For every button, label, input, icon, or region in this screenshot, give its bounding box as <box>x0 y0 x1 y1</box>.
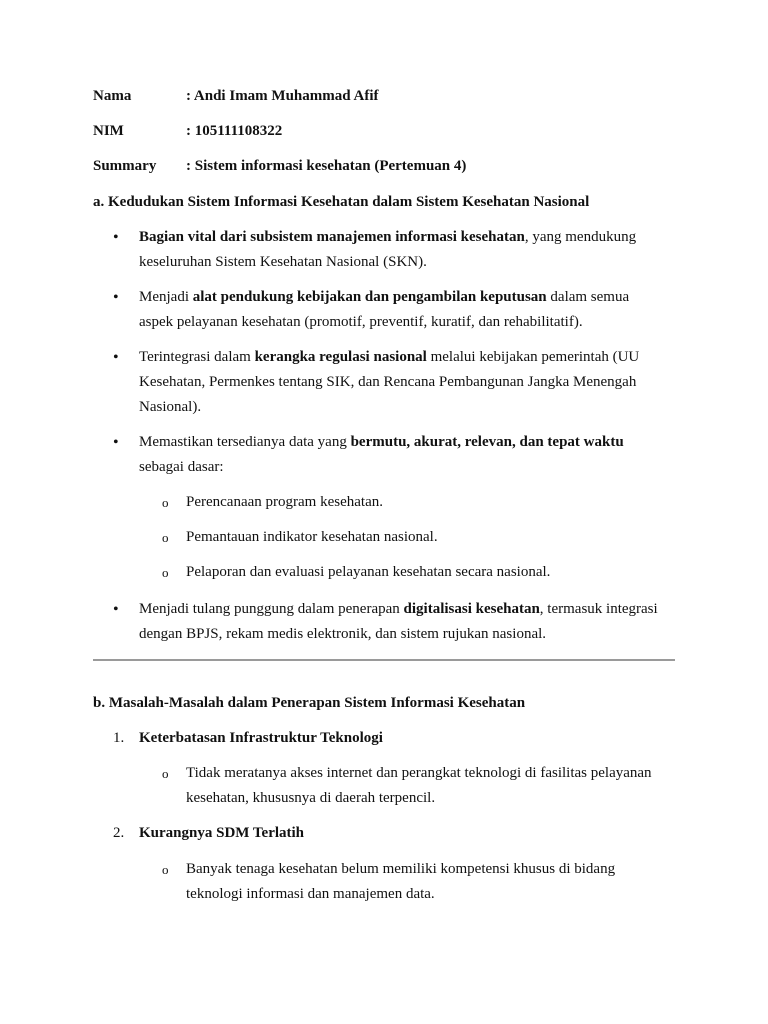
bullet-icon: • <box>113 434 119 451</box>
sub-bullet-icon: o <box>162 530 169 545</box>
sub-list-item: Tidak meratanya akses internet dan perangkat teknologi di fasilitas pelayanan <box>186 765 652 781</box>
section-a-heading: a. Kedudukan Sistem Informasi Kesehatan dalam Sistem Kesehatan Nasional <box>93 194 590 210</box>
sub-list-item: kesehatan, khususnya di daerah terpencil. <box>186 790 436 806</box>
bold-text: alat pendukung kebijakan dan pengambilan keputusan <box>192 289 547 305</box>
body-text: , yang mendukung <box>524 229 637 245</box>
horizontal-divider <box>93 659 675 661</box>
section-b-heading: b. Masalah-Masalah dalam Penerapan Sistem Informasi Kesehatan <box>93 695 526 711</box>
list-item-line: dengan BPJS, rekam medis elektronik, dan sistem rujukan nasional. <box>139 626 547 642</box>
bullet-icon: • <box>113 289 119 306</box>
name-label: Nama <box>93 88 132 104</box>
body-text: Terintegrasi dalam <box>139 349 255 365</box>
list-item-line: Kesehatan, Permenkes tentang SIK, dan Rencana Pembangunan Jangka Menengah <box>139 374 637 390</box>
bold-text: digitalisasi kesehatan <box>403 601 540 617</box>
list-item-line <box>139 225 636 250</box>
numbered-item-title: Kurangnya SDM Terlatih <box>139 825 305 841</box>
name-value: : Andi Imam Muhammad Afif <box>186 88 379 104</box>
list-item-line <box>139 597 658 622</box>
bullet-icon: • <box>113 229 119 246</box>
nim-value: : 105111108322 <box>186 123 283 139</box>
sub-list-item: Perencanaan program kesehatan. <box>186 494 383 510</box>
list-item-line <box>139 430 624 455</box>
list-item-line: Nasional). <box>139 399 202 415</box>
body-text: dalam semua <box>546 289 630 305</box>
summary-value: : Sistem informasi kesehatan (Pertemuan 4) <box>186 158 467 174</box>
list-item-line <box>139 285 629 310</box>
list-number: 1. <box>113 730 125 746</box>
sub-list-item: Banyak tenaga kesehatan belum memiliki kompetensi khusus di bidang <box>186 861 616 877</box>
body-text: , termasuk integrasi <box>539 601 658 617</box>
numbered-item-title: Keterbatasan Infrastruktur Teknologi <box>139 730 383 746</box>
sub-bullet-icon: o <box>162 766 169 781</box>
sub-list-item: teknologi informasi dan manajemen data. <box>186 886 435 902</box>
bold-text: Bagian vital dari subsistem manajemen informasi kesehatan <box>139 229 525 245</box>
list-item-line: aspek pelayanan kesehatan (promotif, preventif, kuratif, dan rehabilitatif). <box>139 314 583 330</box>
nim-label: NIM <box>93 123 124 139</box>
list-number: 2. <box>113 825 125 841</box>
bullet-icon: • <box>113 601 119 618</box>
bullet-icon: • <box>113 349 119 366</box>
body-text: Menjadi tulang punggung dalam penerapan <box>139 601 404 617</box>
body-text: melalui kebijakan pemerintah (UU <box>426 349 640 365</box>
bold-text: kerangka regulasi nasional <box>254 349 427 365</box>
bold-text: bermutu, akurat, relevan, dan tepat waktu <box>350 434 624 450</box>
sub-list-item: Pemantauan indikator kesehatan nasional. <box>186 529 438 545</box>
body-text: Menjadi <box>139 289 193 305</box>
body-text: Memastikan tersedianya data yang <box>139 434 351 450</box>
list-item-line: sebagai dasar: <box>139 459 224 475</box>
sub-bullet-icon: o <box>162 565 169 580</box>
list-item-line <box>139 345 639 370</box>
sub-bullet-icon: o <box>162 862 169 877</box>
sub-list-item: Pelaporan dan evaluasi pelayanan kesehatan secara nasional. <box>186 564 551 580</box>
summary-label: Summary <box>93 158 157 174</box>
list-item-line: keseluruhan Sistem Kesehatan Nasional (SKN). <box>139 254 427 270</box>
sub-bullet-icon: o <box>162 495 169 510</box>
